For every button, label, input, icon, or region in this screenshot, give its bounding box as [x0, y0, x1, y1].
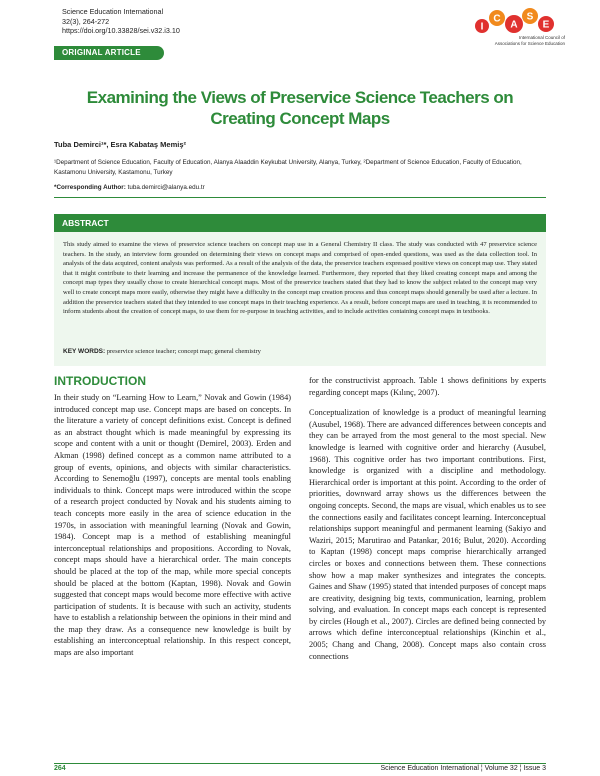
affiliations: ¹Department of Science Education, Faculty of Education, Alanya Alaaddin Keykubat University, Alanya, Turkey, ²Department of Science Education, Faculty of Education, Kastamonu University, Kastamonu, Turkey [54, 159, 522, 176]
article-title: Examining the Views of Preservice Science Teachers on Creating Concept Maps [86, 88, 514, 128]
logo-letter: C [493, 13, 501, 25]
corresponding-email[interactable]: tuba.demirci@alanya.edu.tr [127, 184, 205, 191]
footer-journal-info: Science Education International ¦ Volume 32 ¦ Issue 3 [380, 765, 546, 772]
doi-link[interactable]: https://doi.org/10.33828/sei.v32.i3.10 [62, 26, 180, 36]
paragraph: In their study on “Learning How to Learn,” Novak and Gowin (1984) introduced concept map use. Concept maps are based on concepts. In the literature a variety of concept definitions exist. Concept is defined as an abstract thought which is made meaningful by expressing its scope and content with a unit or thought (Demirel, 2003). Erden and Akman (1998) defined concept as a common name attributed to a group of events, opinions, and objects with similar characteristics. According to Senemoğlu (1997), concepts are mental tools enabling individuals to think. Concept maps were introduced within the scope of a research project conducted by Novak and his students aiming to teach concepts more easily in the area of science education in the 1970s, in association with meaningful learning (Novak and Gowin, 1984). Concept map is a method of establishing meaningful interconceptual relationships and propositions. According to Novak, concept maps should have a hierarchical order. The main concepts should be placed at the top of the map, while more special concepts should be placed at the bottom (Kaptan, 1998). Novak and Gowin suggested that concept maps would become more effective with active participation of students. It is because with such an activity, students have to establish a relationship between the opinions in their mind and the map they draw. As a consequence new knowledge is built by establishing an interconceptual relationship. In this respect concept, maps are also important [54, 393, 291, 658]
keywords [63, 348, 537, 355]
paragraph: for the constructivist approach. Table 1 shows definitions by experts regarding concept maps (Kılınç, 2007). [309, 376, 546, 397]
keywords-label: KEY WORDS: [63, 348, 106, 355]
corresponding-label: *Corresponding Author: [54, 184, 126, 191]
logo-letter: I [480, 21, 484, 33]
journal-name: Science Education International [62, 7, 164, 16]
paragraph: Conceptualization of knowledge is a product of meaningful learning (Ausubel, 1968). There are advanced differences between concepts and they can be arrayed from the most general to the most special. New knowledge is learned with cognitive order and hierarchy (Ausubel, 1968). This cognitive order has two important contributions. First, knowledge is organized with a discipline and methodology. Hierarchical order is important at this point. According to the order of priorities, downward array shows us the differences between the ongoing concepts. Second, the maps are visual, which enables us to see the connections easily and facilitates concept learning. Interconceptual relationships support meaningful and permanent learning (Sakiyo and Waziri, 2015; Marutirao and Patankar, 2016; Bulut, 2020). According to Kaptan (1998) concept maps comprise hierarchically arranged circles or boxes and connections between them. These connections show how a map maker synthesizes and integrates the concepts. Gaines and Shaw (1995) stated that intended purposes of concept maps are creativity, designing big texts, communication, learning, problem solving, and evaluation. In concept maps each concept is represented by circles (Hough et al., 2007). Circles are defined being connected by arrows which define interconceptual relationships (Kinchin et al., 2005; Chang and Chang, 2008). Concept maps also contain cross connections [309, 408, 546, 661]
section-heading-introduction: INTRODUCTION [54, 374, 146, 388]
volume-pages: 32(3), 264-272 [62, 16, 110, 26]
author-list: Tuba Demirci¹*, Esra Kabataş Memiş² [54, 140, 186, 149]
logo-letter: E [542, 19, 550, 31]
abstract-text: This study aimed to examine the views of preservice science teachers on concept map use in a General Chemistry II class. The study was conducted with 47 preservice science teachers. In the study, an interview form grounded on determining their views on concept maps and comprised of open-ended questions, was used as the data collection tool. In analysis of the data acquired, content analysis was performed. As a result of the analysis of the data, the preservice teachers expressed positive views on concept map use. They stated that it might contribute to their learning and increase the permanence of the knowledge learned. Furthermore, they reported that they liked creating concept maps and among the concept map types they usually chose to create hierarchical concept maps. Most of the preservice teachers stated that they had to know the subject related to the concept map very well to create concept maps more easily, otherwise they might have a difficulty in the concept map creation process and thus concept maps should generally be used after a lecture. In addition the preservice teachers stated that they intended to use concept maps in their teaching experience. As a result, before concept maps are used in teaching, it is recommended to inform students about the creation of concept maps, to use them for re-purpose in teaching activities, and to include activities containing concept maps in textbooks. [63, 241, 537, 316]
body-column-left [54, 392, 291, 659]
icase-logo [470, 4, 560, 54]
page-number: 264 [54, 765, 66, 772]
logo-tagline: International Council of Associations for Science Education [494, 35, 565, 46]
footer-divider [54, 763, 546, 764]
logo-letter: A [510, 19, 518, 31]
abstract-heading: ABSTRACT [54, 214, 546, 232]
divider [54, 197, 546, 198]
corresponding-author [54, 184, 205, 191]
running-header [62, 7, 180, 36]
logo-letter: S [526, 11, 534, 23]
keywords-list: preservice science teacher; concept map; general chemistry [106, 348, 261, 355]
article-type-badge: ORIGINAL ARTICLE [54, 46, 164, 60]
body-column-right [309, 375, 546, 662]
